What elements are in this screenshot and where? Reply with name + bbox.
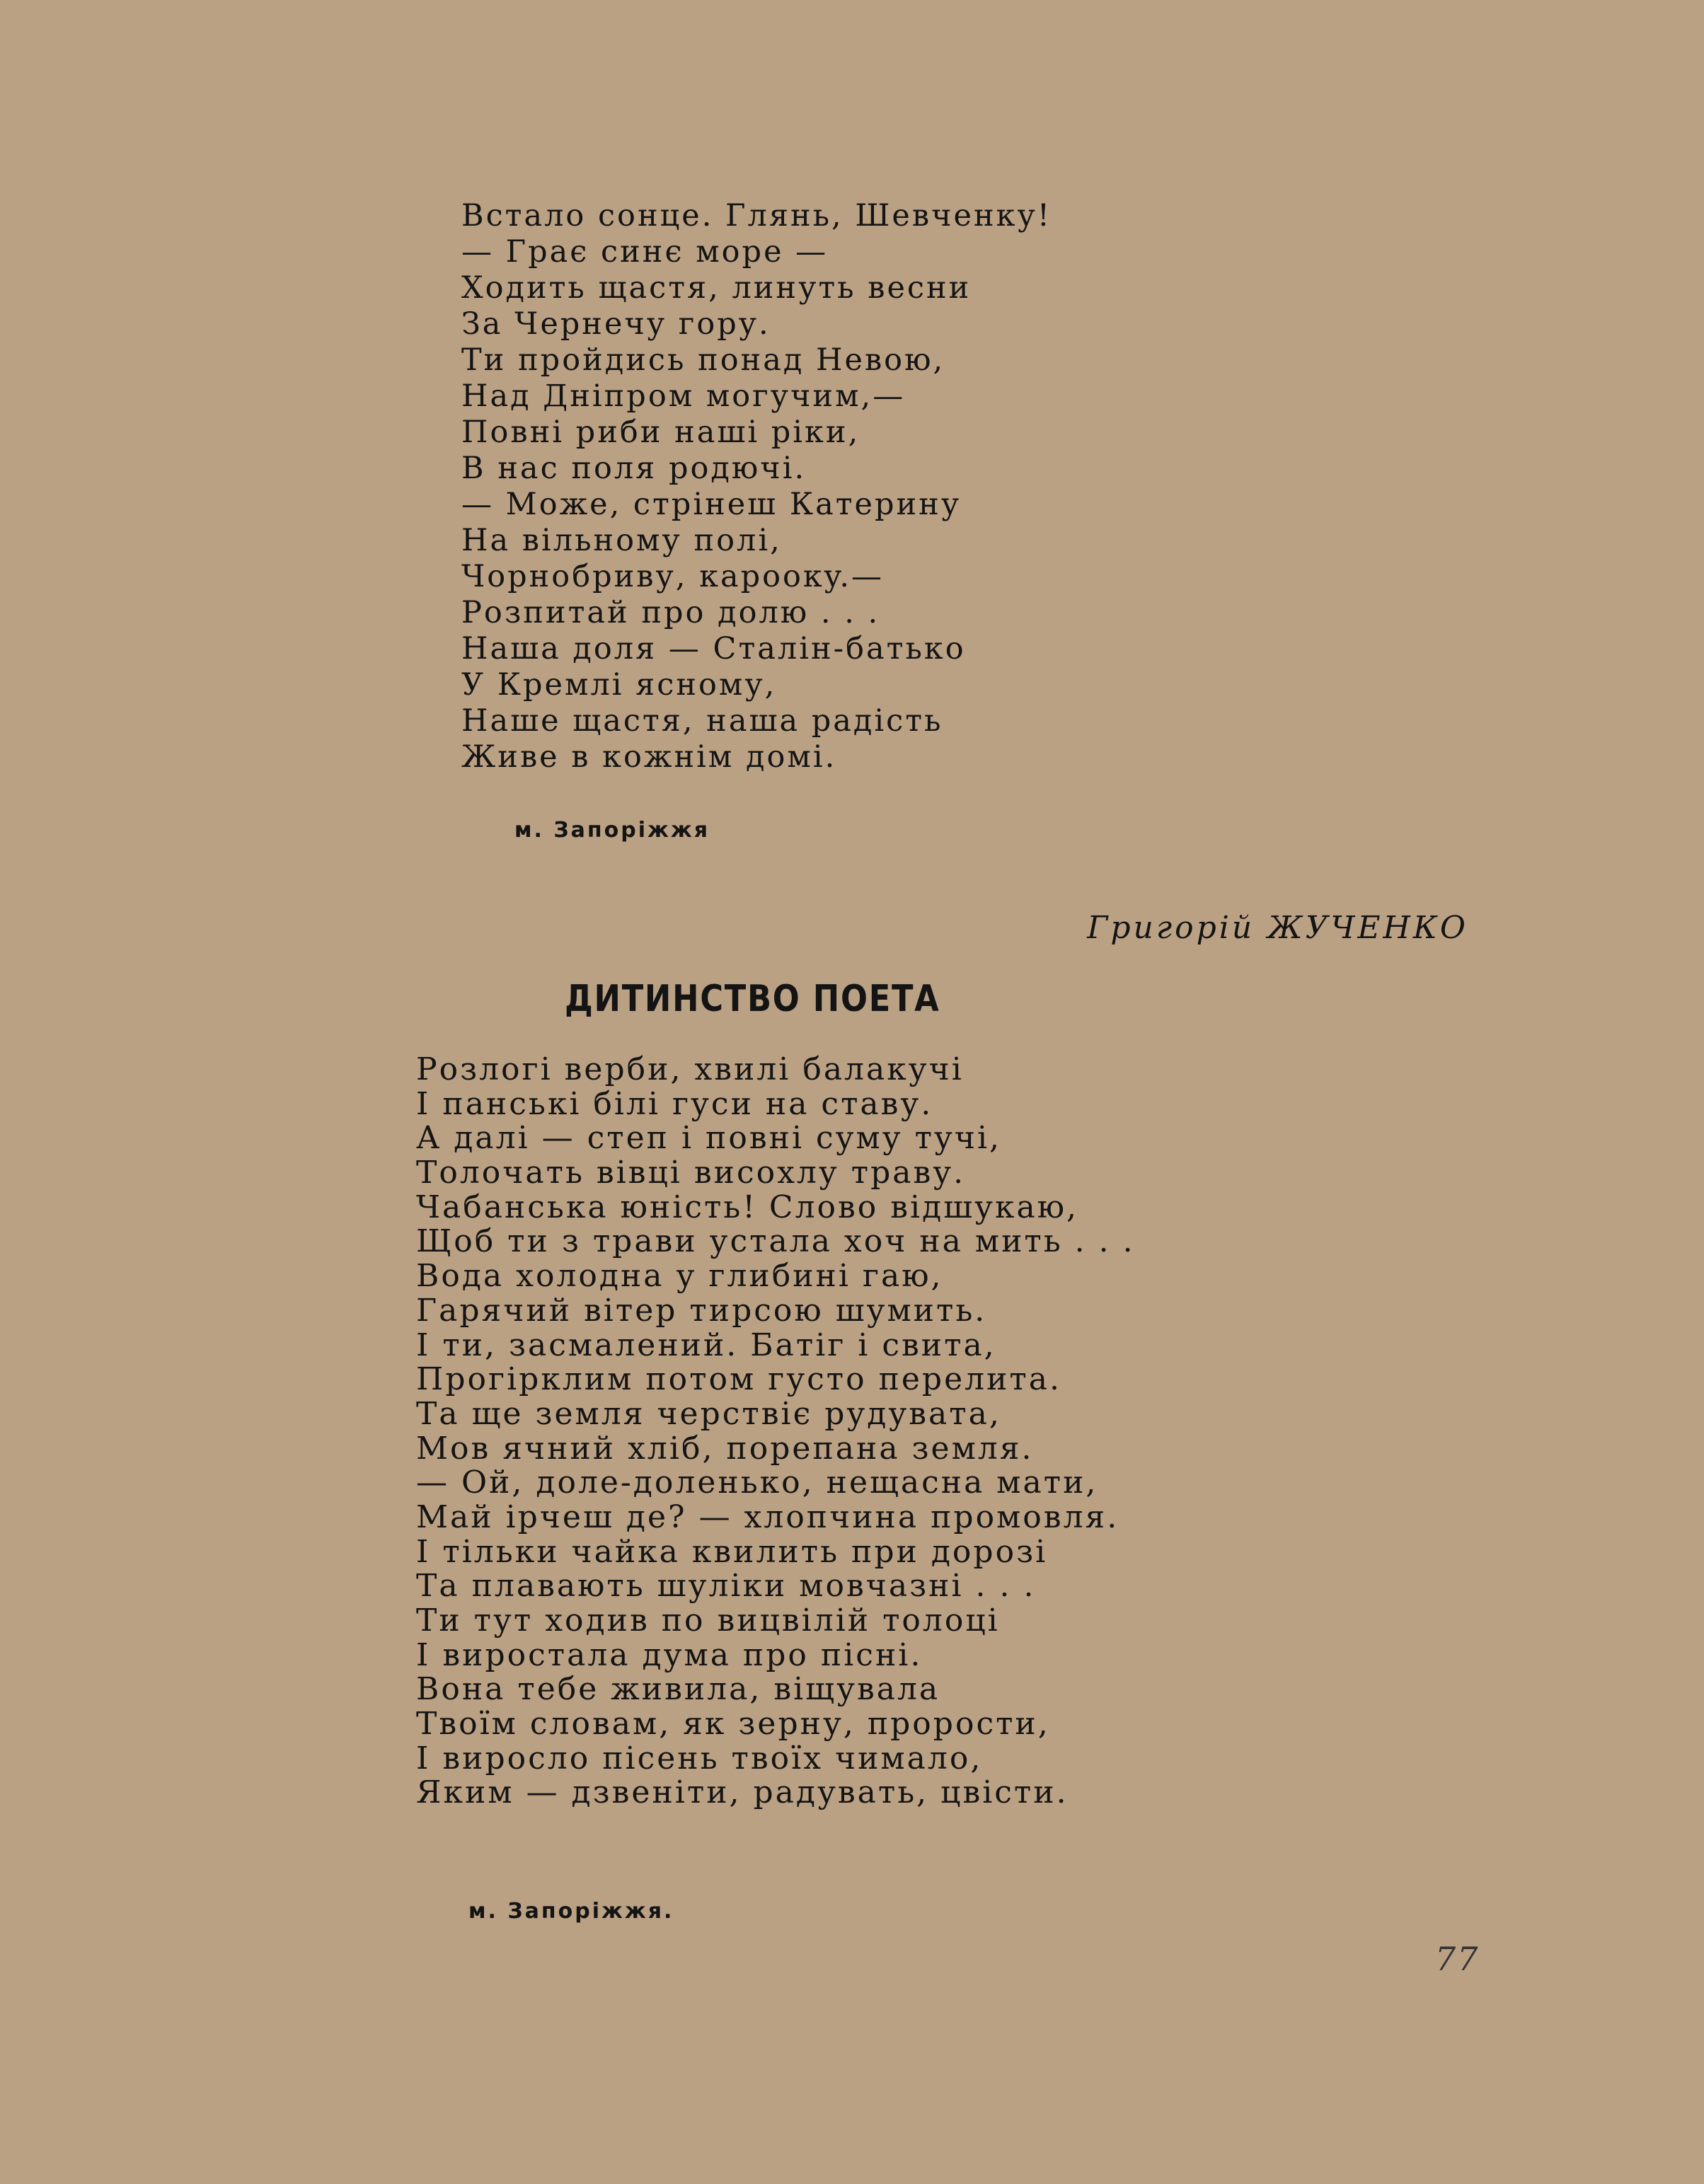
poem-line: Май ірчеш де? — хлопчина промовля. xyxy=(416,1498,1119,1535)
poem-line: — Грає синє море — xyxy=(461,234,829,270)
poem-place-second: м. Запоріжжя. xyxy=(468,1899,674,1924)
poem-line: Ходить щастя, линуть весни xyxy=(461,270,972,306)
poem-line: Яким — дзвеніти, радувать, цвісти. xyxy=(416,1774,1069,1811)
poem-line: Мов ячний хліб, порепана земля. xyxy=(416,1430,1034,1467)
poem-line: На вільному полі, xyxy=(461,523,782,558)
poem-line: Живе в кожнім домі. xyxy=(461,739,837,775)
poem-line: Толочать вівці висохлу траву. xyxy=(416,1155,966,1191)
poem-line: Та ще земля черствіє рудувата, xyxy=(416,1395,1001,1432)
poem-line: Твоїм словам, як зерну, прорости, xyxy=(416,1706,1050,1743)
poem-line: Вода холодна у глибині гаю, xyxy=(416,1258,943,1295)
poem-line: Наше щастя, наша радість xyxy=(461,703,943,739)
poem-place-first: м. Запоріжжя xyxy=(514,818,710,843)
poem-line: В нас поля родючі. xyxy=(461,451,807,486)
poem-line: Розлогі верби, хвилі балакучі xyxy=(416,1051,964,1087)
poem-line: Та плавають шуліки мовчазні . . . xyxy=(416,1568,1036,1605)
poem-line: Чабанська юність! Слово відшукаю, xyxy=(416,1189,1079,1225)
poem-line: І ти, засмалений. Батіг і свита, xyxy=(416,1327,996,1363)
poem-second xyxy=(416,1053,1135,1810)
poem-line: У Кремлі ясному, xyxy=(461,667,777,703)
poem-line: І виростала дума про пісні. xyxy=(416,1636,923,1673)
poem-line: І тільки чайка квилить при дорозі xyxy=(416,1533,1048,1570)
poem-line: Над Дніпром могучим,— xyxy=(461,379,906,414)
poem-line: — Ой, доле-доленько, нещасна мати, xyxy=(416,1464,1098,1501)
poem-line: А далі — степ і повні суму тучі, xyxy=(416,1120,1002,1157)
poem-line: Наша доля — Сталін-батько xyxy=(461,631,966,666)
poem-line: І панські білі гуси на ставу. xyxy=(416,1085,933,1122)
poem-line: Щоб ти з трави устала хоч на мить . . . xyxy=(416,1223,1135,1260)
poem-line: І виросло пісень твоїх чимало, xyxy=(416,1740,983,1776)
poem-first xyxy=(461,198,1052,775)
poem-line: Вона тебе живила, віщувала xyxy=(416,1671,940,1708)
poem-line: Розпитай про долю . . . xyxy=(461,595,880,630)
poem-line: — Може, стрінеш Катерину xyxy=(461,487,962,522)
poem-line: За Чернечу гору. xyxy=(461,306,771,342)
poem-line: Чорнобриву, кароокy.— xyxy=(461,559,885,594)
poem-line: Встало сонце. Глянь, Шевченку! xyxy=(461,198,1052,233)
poem-line: Ти пройдись понад Невою, xyxy=(461,342,945,378)
poem-line: Ти тут ходив по вицвілій толоці xyxy=(416,1602,1000,1639)
poem-title: ДИТИНСТВО ПОЕТА xyxy=(565,978,940,1020)
poem-line: Гарячий вітер тирсою шумить. xyxy=(416,1292,987,1329)
page-number: 77 xyxy=(1435,1940,1480,1978)
poem-line: Повні риби наші ріки, xyxy=(461,415,860,450)
poem-line: Прогірклим потом густо перелита. xyxy=(416,1361,1061,1398)
author-name: Григорій ЖУЧЕНКО xyxy=(1087,910,1468,946)
